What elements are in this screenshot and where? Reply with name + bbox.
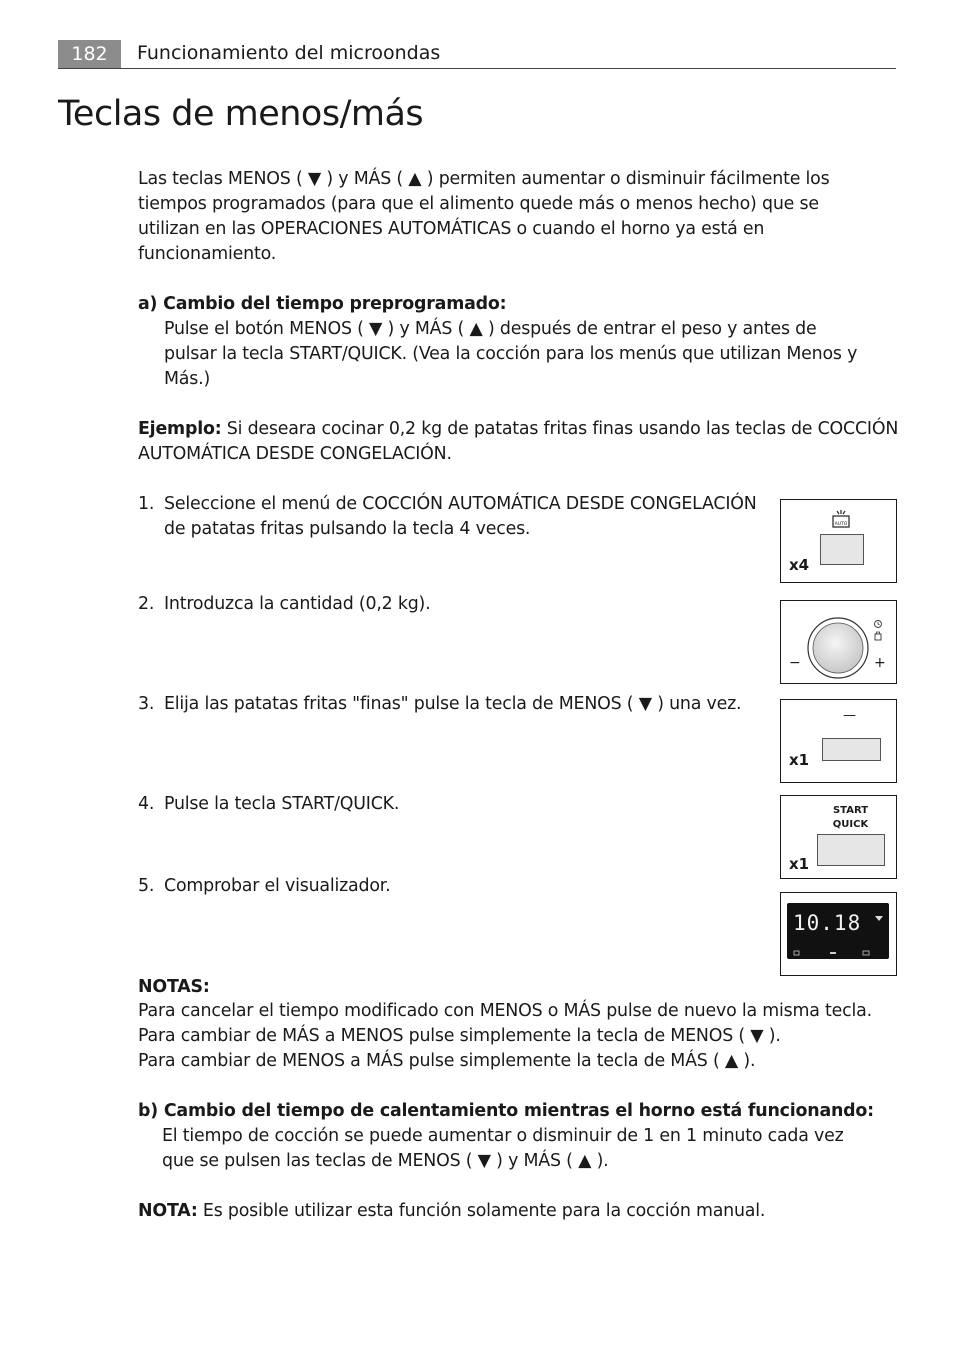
step-1-line-1: Seleccione el menú de COCCIÓN AUTOMÁTICA DESDE CONGELACIÓN xyxy=(164,494,757,514)
section-b-heading: b) Cambio del tiempo de calentamiento mientras el horno está funcionando: xyxy=(138,1101,874,1121)
section-b-line-2: que se pulsen las teclas de MENOS ( ▼ ) y MÁS ( ▲ ). xyxy=(162,1151,609,1171)
lcd-display xyxy=(787,903,889,959)
step-3-number: 3. xyxy=(138,694,155,714)
auto-defrost-icon xyxy=(831,509,851,529)
minus-symbol: — xyxy=(843,708,856,723)
figure-dial xyxy=(780,600,897,684)
step-5-line-1: Comprobar el visualizador. xyxy=(164,876,391,896)
dial-plus-label: + xyxy=(874,655,886,671)
section-a-line-1: Pulse el botón MENOS ( ▼ ) y MÁS ( ▲ ) después de entrar el peso y antes de xyxy=(164,319,817,339)
step-4-number: 4. xyxy=(138,794,155,814)
power-indicator-icon xyxy=(830,952,836,954)
nota-label: NOTA: xyxy=(138,1201,198,1221)
step-2-number: 2. xyxy=(138,594,155,614)
display-readout: 10.18 xyxy=(793,911,862,935)
section-a-line-3: Más.) xyxy=(164,369,211,389)
step-1-line-2: de patatas fritas pulsando la tecla 4 veces. xyxy=(164,519,531,539)
figure-auto-key xyxy=(780,499,897,583)
header-divider xyxy=(58,68,896,69)
weight-indicator-icon xyxy=(794,951,799,955)
intro-line-3: utilizan en las OPERACIONES AUTOMÁTICAS o cuando el horno ya está en xyxy=(138,219,765,239)
intro-line-1: Las teclas MENOS ( ▼ ) y MÁS ( ▲ ) permiten aumentar o disminuir fácilmente los xyxy=(138,169,830,189)
nota-line xyxy=(138,1199,765,1224)
page-title: Teclas de menos/más xyxy=(58,94,424,134)
dial-minus-label: − xyxy=(789,655,801,671)
page-number: 182 xyxy=(58,40,121,68)
clock-icon xyxy=(875,621,882,628)
intro-line-4: funcionamiento. xyxy=(138,244,277,264)
step-4-line-1: Pulse la tecla START/QUICK. xyxy=(164,794,400,814)
example-text: Si deseara cocinar 0,2 kg de patatas fritas finas usando las teclas de COCCIÓN xyxy=(221,419,899,439)
step-2-line-1: Introduzca la cantidad (0,2 kg). xyxy=(164,594,431,614)
notes-line-3: Para cambiar de MENOS a MÁS pulse simplemente la tecla de MÁS ( ▲ ). xyxy=(138,1051,756,1071)
mode-indicator-icon xyxy=(863,951,869,955)
step-3-line-1: Elija las patatas fritas "finas" pulse la tecla de MENOS ( ▼ ) una vez. xyxy=(164,694,742,714)
weight-icon xyxy=(875,632,881,640)
figure-minus-key xyxy=(780,699,897,783)
example-line-1 xyxy=(138,417,898,442)
auto-icon-label: AUTO xyxy=(834,522,848,527)
section-title: Funcionamiento del microondas xyxy=(137,42,441,64)
dial-knob xyxy=(813,623,863,673)
intro-line-2: tiempos programados (para que el alimento quede más o menos hecho) que se xyxy=(138,194,819,214)
start-quick-button[interactable] xyxy=(817,834,885,866)
auto-key-button[interactable] xyxy=(820,534,864,565)
section-a-line-2: pulsar la tecla START/QUICK. (Vea la cocción para los menús que utilizan Menos y xyxy=(164,344,858,364)
fig4-multiplier: x1 xyxy=(789,855,810,873)
figure-display xyxy=(780,892,897,976)
step-5-number: 5. xyxy=(138,876,155,896)
nota-text: Es posible utilizar esta función solamente para la cocción manual. xyxy=(197,1201,766,1221)
fries-icon xyxy=(875,916,883,921)
start-label: START xyxy=(832,805,869,816)
example-label: Ejemplo: xyxy=(138,419,222,439)
notes-line-1: Para cancelar el tiempo modificado con MENOS o MÁS pulse de nuevo la misma tecla. xyxy=(138,1001,872,1021)
section-b-line-1: El tiempo de cocción se puede aumentar o disminuir de 1 en 1 minuto cada vez xyxy=(162,1126,844,1146)
minus-key-button[interactable] xyxy=(822,738,881,761)
step-1-number: 1. xyxy=(138,494,155,514)
notes-heading: NOTAS: xyxy=(138,977,210,997)
figure-start-key xyxy=(780,795,897,879)
fig1-multiplier: x4 xyxy=(789,556,810,574)
quick-label: QUICK xyxy=(832,819,869,830)
fig3-multiplier: x1 xyxy=(789,751,810,769)
example-line-2: AUTOMÁTICA DESDE CONGELACIÓN. xyxy=(138,444,452,464)
section-a-heading: a) Cambio del tiempo preprogramado: xyxy=(138,294,507,314)
notes-line-2: Para cambiar de MÁS a MENOS pulse simplemente la tecla de MENOS ( ▼ ). xyxy=(138,1026,781,1046)
